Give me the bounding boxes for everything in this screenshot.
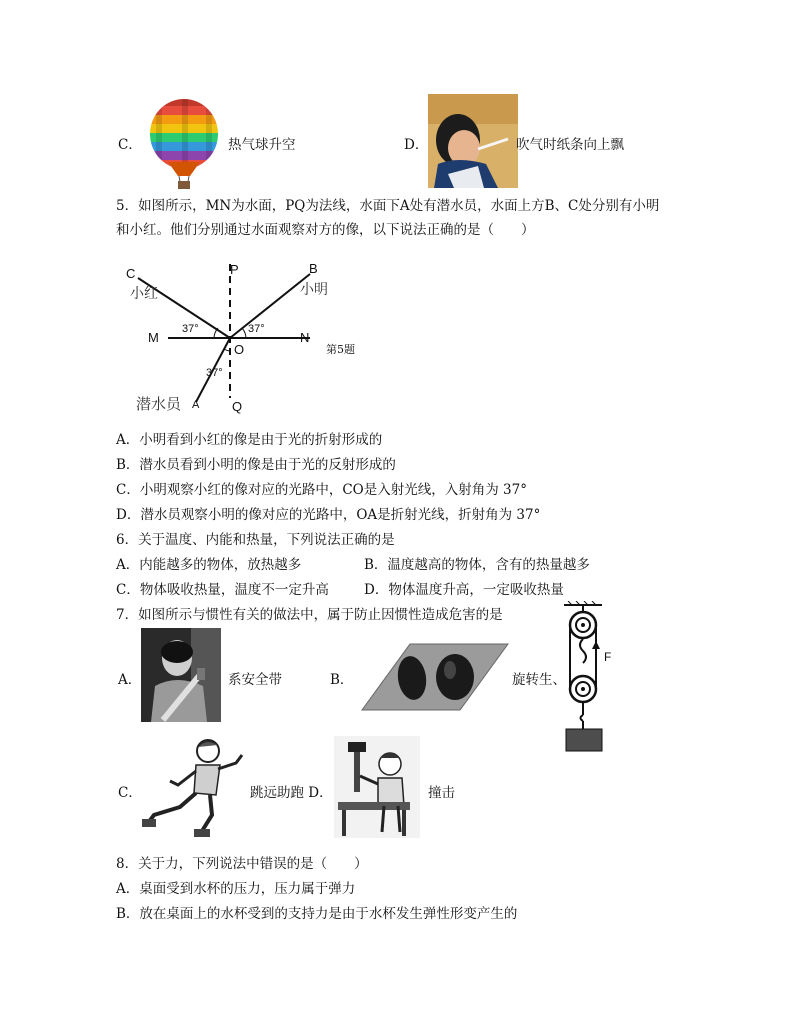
q7-option-c-text: 跳远助跑 D． — [250, 785, 333, 801]
q6-option-d: D．物体温度升高，一定吸收热量 — [364, 582, 564, 598]
q8-stem: 8．关于力，下列说法中错误的是（ ） — [116, 856, 368, 872]
angle-right: 37° — [248, 323, 265, 335]
label-c: C — [126, 266, 136, 281]
label-o: O — [234, 342, 245, 357]
label-a: A — [192, 399, 200, 411]
q7-stem: 7．如图所示与惯性有关的做法中，属于防止因惯性造成危害的是 — [116, 607, 503, 623]
q6-option-a: A．内能越多的物体，放热越多 — [116, 557, 302, 573]
refraction-diagram — [120, 256, 380, 418]
q5-option-c: C．小明观察小红的像对应的光路中，CO是入射光线，入射角为 37° — [116, 482, 527, 498]
pulley-diagram — [560, 601, 626, 753]
q4-option-c-letter: C． — [118, 137, 142, 153]
q7-option-d-text: 撞击 — [428, 785, 455, 801]
q6-option-c: C．物体吸收热量，温度不一定升高 — [116, 582, 329, 598]
q4-option-d-letter: D． — [404, 137, 429, 153]
q8-option-b: B．放在桌面上的水杯受到的支持力是由于水杯发生弹性形变产生的 — [116, 906, 518, 922]
q4-option-c-text: 热气球升空 — [228, 137, 296, 153]
q7-option-b-letter: B． — [330, 672, 354, 688]
figure-caption: 第5题 — [326, 343, 355, 356]
label-n: N — [300, 330, 310, 345]
q7-option-c-letter: C． — [118, 785, 142, 801]
q4-option-d-text: 吹气时纸条向上飘 — [516, 137, 624, 153]
pulley-force-label: F — [604, 650, 612, 664]
label-q: Q — [232, 399, 243, 414]
q5-option-d: D．潜水员观察小明的像对应的光路中，OA是折射光线，折射角为 37° — [116, 507, 541, 523]
hot-air-balloon-image — [146, 98, 222, 190]
name-xiaohong: 小红 — [130, 286, 158, 302]
name-xiaoming: 小明 — [300, 282, 328, 298]
label-b: B — [309, 261, 318, 276]
q5-option-a: A．小明看到小红的像是由于光的折射形成的 — [116, 432, 383, 448]
q5-stem-line2: 和小红。他们分别通过水面观察对方的像，以下说法正确的是（ ） — [116, 222, 535, 238]
q6-option-b: B．温度越高的物体，含有的热量越多 — [364, 557, 590, 573]
name-diver: 潜水员 — [136, 395, 182, 413]
q7-option-a-letter: A． — [118, 672, 142, 688]
long-jump-runner-image — [140, 735, 246, 839]
q7-option-a-text: 系安全带 — [228, 672, 282, 688]
seatbelt-image — [141, 628, 221, 722]
q7-option-b-text: 旋转生、 — [512, 672, 566, 688]
label-p: P — [230, 262, 239, 277]
q6-stem: 6．关于温度、内能和热量，下列说法正确的是 — [116, 532, 395, 548]
boy-blowing-paper-image — [428, 94, 518, 188]
label-m: M — [148, 330, 159, 345]
angle-below: 37° — [206, 367, 223, 379]
q5-option-b: B．潜水员看到小明的像是由于光的反射形成的 — [116, 457, 396, 473]
hammer-handle-image — [334, 736, 420, 838]
q8-option-a: A．桌面受到水杯的压力，压力属于弹力 — [116, 881, 356, 897]
spinning-eggs-image — [360, 640, 510, 712]
q5-stem-line1: 5．如图所示，MN为水面，PQ为法线，水面下A处有潜水员，水面上方B、C处分别有小明 — [116, 198, 660, 214]
angle-left: 37° — [182, 323, 199, 335]
